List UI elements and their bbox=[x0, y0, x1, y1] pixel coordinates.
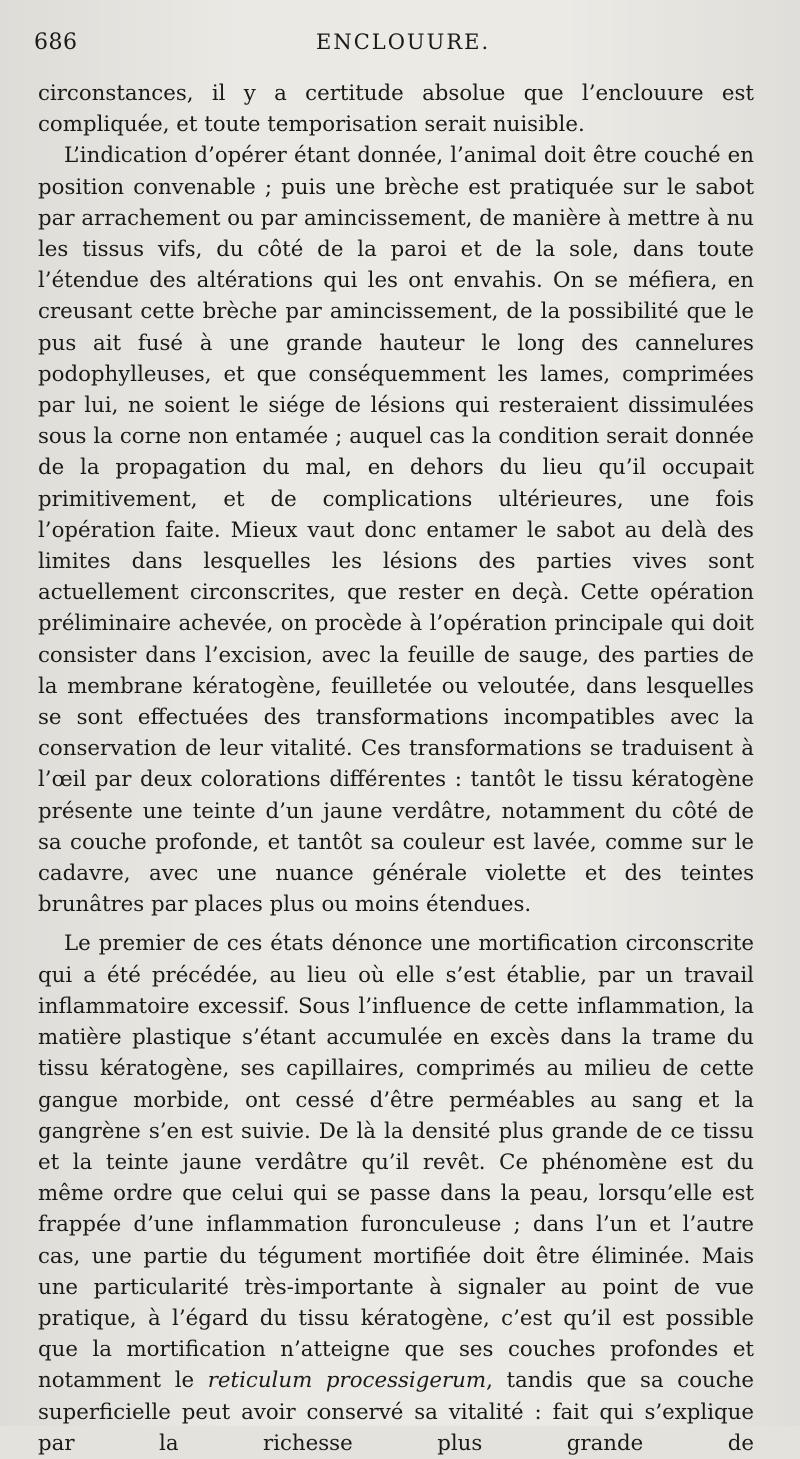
page-number: 686 bbox=[34, 30, 78, 55]
running-title: ENCLOUURE. bbox=[316, 30, 491, 54]
paragraph-gap bbox=[38, 920, 754, 928]
paragraph-text-part: , tandis que sa couche superficielle peut avoir conservé sa vitalité : fait qui s’explique par la richesse plus grande de bbox=[38, 1368, 755, 1456]
page-header bbox=[34, 26, 754, 66]
latin-term: reticulum processigerum bbox=[207, 1368, 487, 1394]
paragraph-mortification bbox=[38, 928, 754, 1458]
body-text bbox=[38, 78, 754, 1459]
paragraph-text-part: Le premier de ces états dénonce une mortification circonscrite qui a été précédée, au lieu où elle s’est établie, par un travail inflammatoire excessif. Sous l’influence de cette inflammation, la matière plastique s’étant accumulée en excès dans la trame du tissu kératogène, ses capillaires, comprimés au milieu de cette gangue morbide, ont cessé d’être perméables au sang et la gangrène s’en est suivie. De là la densité plus grande de ce tissu et la teinte jaune verdâtre qu’il revêt. Ce phénomène est du même ordre que celui qui se passe dans la peau, lorsqu’elle est frappée d’une inflammation furonculeuse ; dans l’un et l’autre cas, une partie du tégument mortifiée doit être éliminée. Mais une particularité très-importante à signaler au point de vue pratique, à l’égard du tissu kératogène, c’est qu’il est possible que la mortification n’atteigne que ses couches profondes et notamment le bbox=[38, 931, 754, 1394]
paragraph-continued: circonstances, il y a certitude absolue que l’enclouure est compliquée, et toute temporisation serait nuisible. bbox=[38, 81, 754, 138]
paragraph-operation: L’indication d’opérer étant donnée, l’animal doit être couché en position convenable ; puis une brèche est pratiquée sur le sabot par arrachement ou par amincissement, de manière à mettre à nu les tissus vifs, du côté de la paroi et de la sole, dans toute l’étendue des altérations qui les ont envahis. On se méfiera, en creusant cette brèche par amincissement, de la possibilité que le pus ait fusé à une grande hauteur le long des cannelures podophylleuses, et que conséquemment les lames, comprimées par lui, ne soient le siége de lésions qui resteraient dissimulées sous la corne non entamée ; auquel cas la condition serait donnée de la propagation du mal, en dehors du lieu qu’il occupait primitivement, et de complications ultérieures, une fois l’opération faite. Mieux vaut donc entamer le sabot au delà des limites dans lesquelles les lésions des parties vives sont actuellement circonscrites, que rester en deçà. Cette opération préliminaire achevée, on procède à l’opération principale qui doit consister dans l’excision, avec la feuille de sauge, des parties de la membrane kératogène, feuilletée ou veloutée, dans lesquelles se sont effectuées des transformations incompatibles avec la conservation de leur vitalité. Ces transformations se traduisent à l’œil par deux colorations différentes : tantôt le tissu kératogène présente une teinte d’un jaune verdâtre, notamment du côté de sa couche profonde, et tantôt sa couleur est lavée, comme sur le cadavre, avec une nuance générale violette et des teintes brunâtres par places plus ou moins étendues. bbox=[38, 143, 754, 918]
